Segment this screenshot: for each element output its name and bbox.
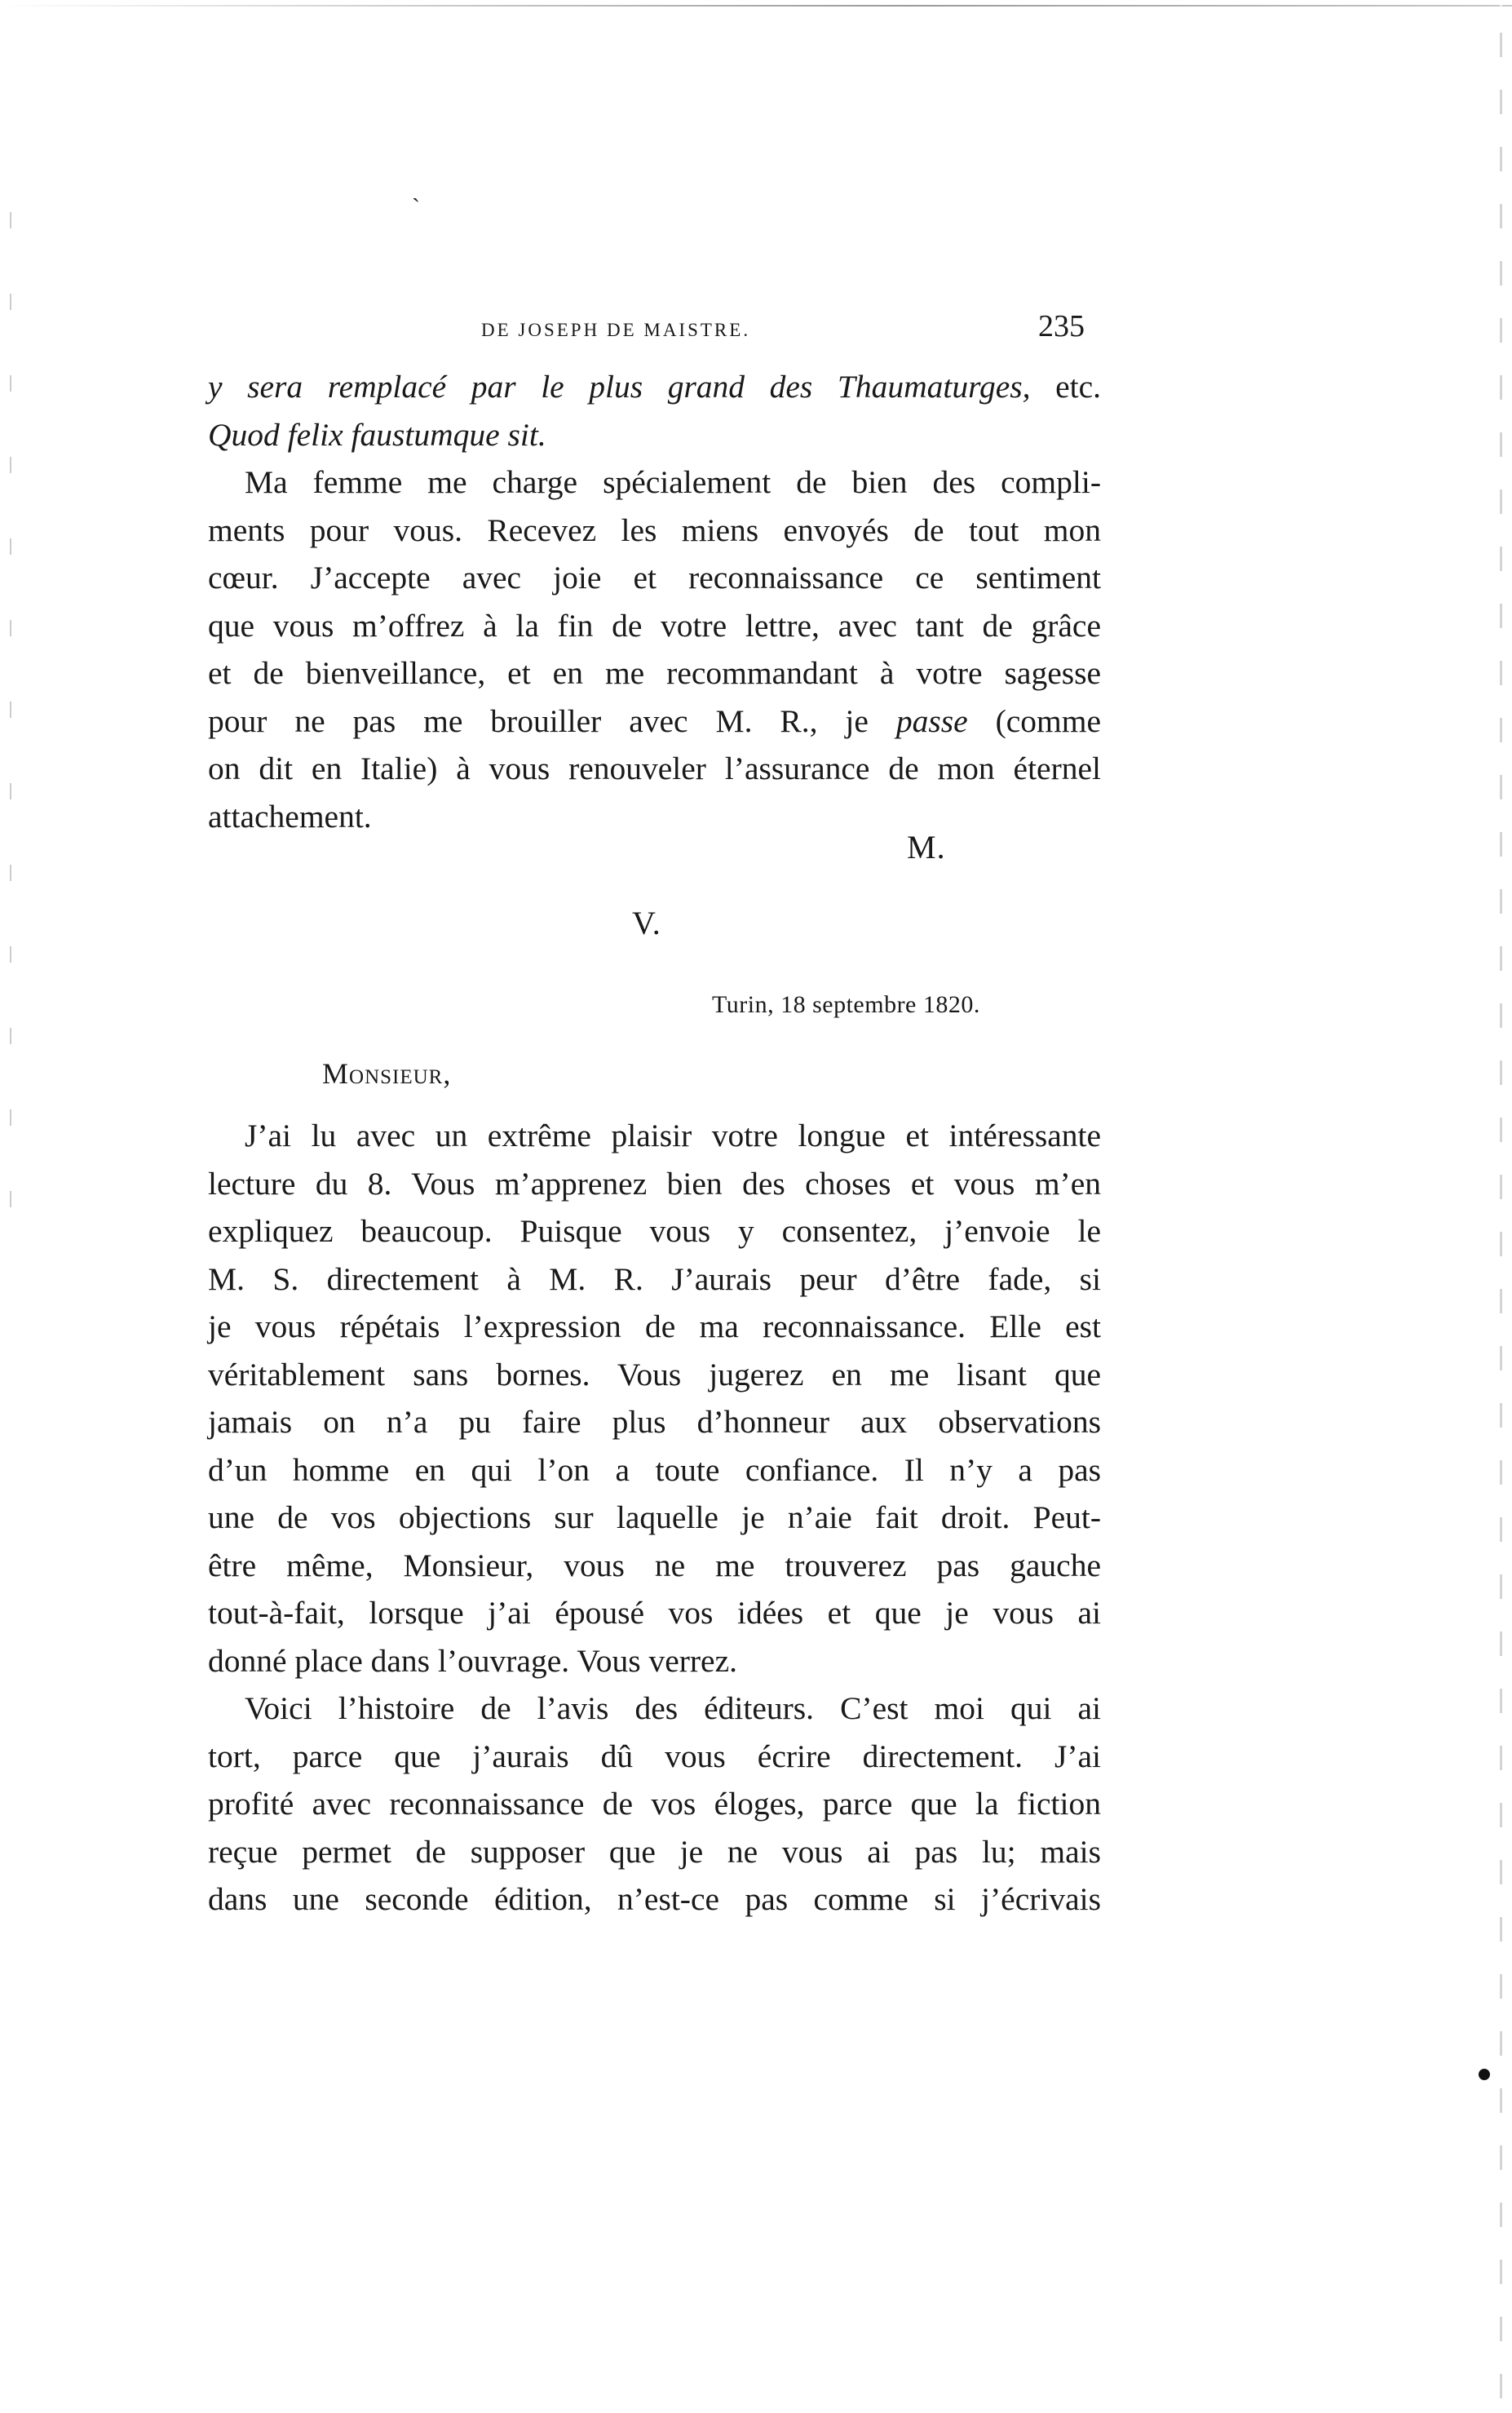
italic-run: y sera remplacé par le plus grand des Thaumaturges,: [208, 369, 1031, 405]
text-line: véritablement sans bornes. Vous jugerez en me lisant que: [208, 1356, 1101, 1392]
text-line: Voici l’histoire de l’avis des éditeurs. C’est moi qui ai: [245, 1690, 1101, 1726]
text-line: reçue permet de supposer que je ne vous ai pas lu; mais: [208, 1833, 1101, 1870]
scan-border-top: [0, 5, 1512, 7]
page-number: 235: [1038, 309, 1085, 343]
text-line: donné place dans l’ouvrage. Vous verrez.: [208, 1642, 737, 1679]
dateline: Turin, 18 septembre 1820.: [712, 991, 980, 1018]
text-run: ments pour vous. Recevez les miens envoyés de tout mon: [208, 511, 1101, 548]
text-line: [208, 745, 1101, 793]
text-line: tout-à-fait, lorsque j’ai épousé vos idées et que je vous ai: [208, 1595, 1101, 1631]
text-line: [208, 554, 1101, 602]
text-run: Ma femme me charge spécialement de bien des compli-: [245, 464, 1101, 500]
scan-speck-right: [1479, 2069, 1490, 2080]
text-line: [208, 697, 1101, 746]
italic-run: passe: [895, 702, 968, 739]
text-line: jamais on n’a pu faire plus d’honneur aux observations: [208, 1404, 1101, 1440]
text-run: etc.: [1030, 369, 1101, 405]
text-line: tort, parce que j’aurais dû vous écrire directement. J’ai: [208, 1738, 1101, 1774]
text-line: [208, 363, 1101, 411]
running-header: [481, 308, 1085, 349]
italic-run: Quod felix faustumque sit.: [208, 416, 546, 453]
text-line: lecture du 8. Vous m’apprenez bien des choses et vous m’en: [208, 1165, 1101, 1202]
scan-speck-top: ˏ: [412, 175, 420, 202]
text-run: et de bienveillance, et en me recommandant à votre sagesse: [208, 655, 1101, 691]
text-run: pour ne pas me brouiller avec M. R., je: [208, 702, 896, 739]
running-title: DE JOSEPH DE MAISTRE.: [481, 320, 751, 340]
text-line: une de vos objections sur laquelle je n’aie fait droit. Peut-: [208, 1499, 1101, 1535]
text-run: on dit en Italie) à vous renouveler l’assurance de mon éternel: [208, 750, 1101, 786]
text-run: cœur. J’accepte avec joie et reconnaissance ce sentiment: [208, 560, 1101, 596]
text-line: être même, Monsieur, vous ne me trouverez pas gauche: [208, 1547, 1101, 1583]
text-run: que vous m’offrez à la fin de votre lettre, avec tant de grâce: [208, 607, 1101, 644]
text-line: expliquez beaucoup. Puisque vous y consentez, j’envoie le: [208, 1213, 1101, 1249]
text-line: profité avec reconnaissance de vos éloges, parce que la fiction: [208, 1786, 1101, 1822]
text-line: d’un homme en qui l’on a toute confiance. Il n’y a pas: [208, 1451, 1101, 1488]
text-line: [208, 458, 1101, 507]
text-line: je vous répétais l’expression de ma reconnaissance. Elle est: [208, 1308, 1101, 1344]
signature: M.: [907, 829, 946, 866]
section-number: V.: [632, 905, 661, 941]
scan-border-left: [10, 147, 11, 1207]
text-line: [208, 602, 1101, 650]
text-line: dans une seconde édition, n’est-ce pas comme si j’écrivais: [208, 1881, 1101, 1917]
continuation-paragraphs: [208, 363, 1101, 840]
text-line: [208, 507, 1101, 555]
salutation-text: Monsieur,: [322, 1057, 452, 1090]
text-line: [208, 411, 1101, 459]
text-run: (comme: [967, 702, 1101, 739]
text-line: [208, 649, 1101, 697]
text-line: M. S. directement à M. R. J’aurais peur d’être fade, si: [208, 1260, 1101, 1297]
scan-border-right: [1500, 0, 1502, 2413]
text-run: attachement.: [208, 798, 372, 835]
text-line: [208, 793, 1101, 841]
text-line: J’ai lu avec un extrême plaisir votre longue et intéressante: [245, 1118, 1101, 1153]
letter-body: [208, 1112, 1101, 1924]
salutation: [322, 1056, 451, 1091]
